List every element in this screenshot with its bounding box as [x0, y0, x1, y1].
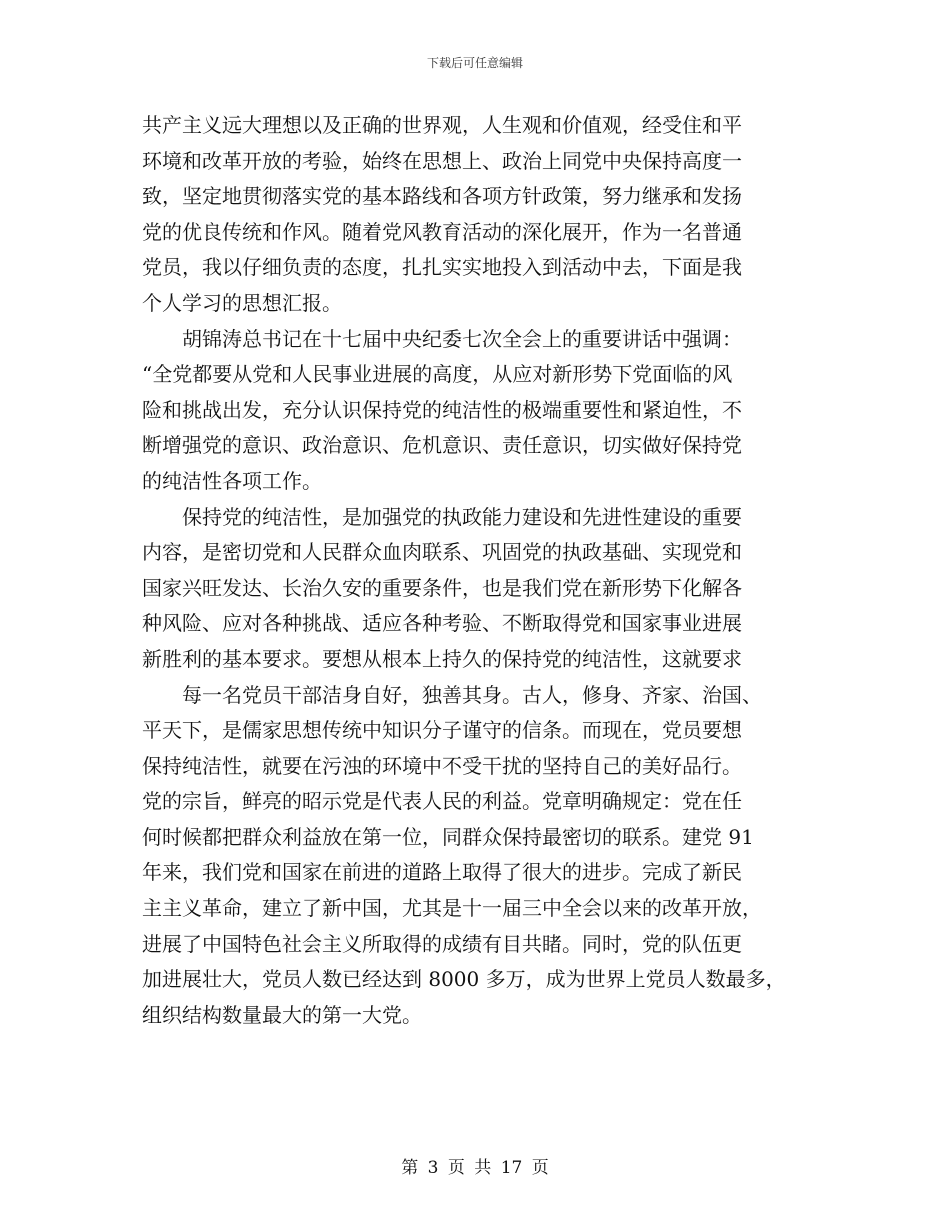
- text-line: 加进展壮大，党员人数已经达到 8000 多万，成为世界上党员人数最多，: [142, 967, 786, 992]
- text-line: “全党都要从党和人民事业进展的高度，从应对新形势下党面临的风: [142, 362, 733, 387]
- text-line: 保持纯洁性，就要在污浊的环境中不受干扰的坚持自己的美好品行。: [142, 753, 742, 778]
- text-line: 环境和改革开放的考验，始终在思想上、政治上同党中央保持高度一: [142, 148, 742, 173]
- text-line: 共产主义远大理想以及正确的世界观，人生观和价值观，经受住和平: [142, 113, 742, 137]
- page-header: 下载后可任意编辑: [426, 56, 523, 70]
- text-line: 内容，是密切党和人民群众血肉联系、巩固党的执政基础、实现党和: [142, 540, 742, 565]
- text-line: 每一名党员干部洁身自好，独善其身。古人，修身、齐家、治国、: [142, 682, 762, 707]
- page-number: 第 3 页 共 17 页: [401, 1158, 549, 1178]
- text-line: 新胜利的基本要求。要想从根本上持久的保持党的纯洁性，这就要求: [142, 646, 742, 671]
- text-line: 年来，我们党和国家在前进的道路上取得了很大的进步。完成了新民: [142, 860, 742, 885]
- text-line: 平天下，是儒家思想传统中知识分子谨守的信条。而现在，党员要想: [142, 718, 742, 743]
- text-line: 主主义革命，建立了新中国，尤其是十一届三中全会以来的改革开放，: [142, 896, 762, 921]
- text-line: 党的优良传统和作风。随着党风教育活动的深化展开，作为一名普通: [142, 219, 742, 244]
- text-line: 保持党的纯洁性，是加强党的执政能力建设和先进性建设的重要: [142, 504, 742, 529]
- text-line: 党的宗旨，鲜亮的昭示党是代表人民的利益。党章明确规定：党在任: [142, 789, 742, 814]
- text-line: 胡锦涛总书记在十七届中央纪委七次全会上的重要讲话中强调：: [142, 326, 742, 351]
- text-line: 进展了中国特色社会主义所取得的成绩有目共睹。同时，党的队伍更: [142, 931, 742, 956]
- text-line: 党员，我以仔细负责的态度，扎扎实实地投入到活动中去，下面是我: [142, 255, 742, 280]
- text-line: 何时候都把群众利益放在第一位，同群众保持最密切的联系。建党 91: [142, 824, 754, 849]
- text-line: 种风险、应对各种挑战、适应各种考验、不断取得党和国家事业进展: [142, 611, 742, 636]
- text-line: 国家兴旺发达、长治久安的重要条件，也是我们党在新形势下化解各: [142, 575, 742, 600]
- text-line: 组织结构数量最大的第一大党。: [142, 1002, 422, 1027]
- text-line: 致，坚定地贯彻落实党的基本路线和各项方针政策，努力继承和发扬: [142, 184, 742, 209]
- text-line: 断增强党的意识、政治意识、危机意识、责任意识，切实做好保持党: [142, 433, 742, 458]
- document-body: [142, 108, 822, 1033]
- text-line: 的纯洁性各项工作。: [142, 468, 322, 493]
- text-line: 险和挑战出发，充分认识保持党的纯洁性的极端重要性和紧迫性，不: [142, 397, 742, 422]
- text-line: 个人学习的思想汇报。: [142, 290, 342, 315]
